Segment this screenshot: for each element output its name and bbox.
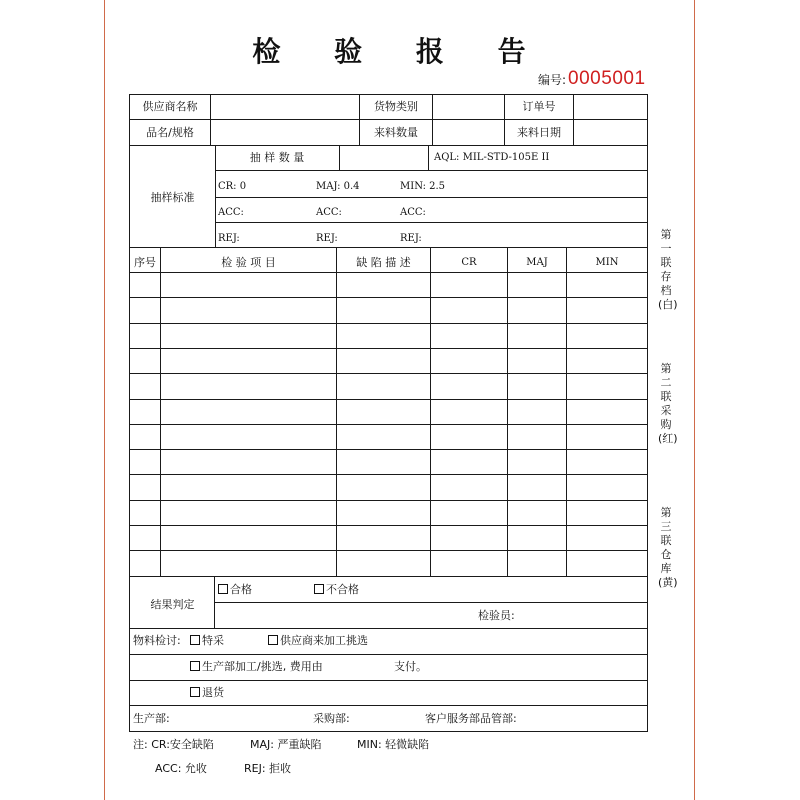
sampling-qty-label: 抽 样 数 量 [249, 151, 305, 164]
row-cell-maj[interactable] [508, 450, 566, 473]
row-cell-no[interactable] [130, 526, 160, 549]
supplier-label: 供应商名称 [142, 100, 198, 113]
item-label: 品名/规格 [146, 126, 194, 139]
supplier-rework-option[interactable] [268, 634, 368, 648]
aql-standard: AQL: MIL-STD-105E II [434, 152, 550, 163]
supplier-rework-checkbox[interactable] [268, 635, 278, 645]
order-label: 订单号 [522, 100, 556, 113]
row-cell-maj[interactable] [508, 400, 566, 423]
production-rework-checkbox[interactable] [190, 661, 200, 671]
grid-line [215, 222, 648, 223]
row-cell-no[interactable] [130, 475, 160, 498]
acc-cr: ACC: [218, 207, 244, 218]
grid-line [428, 145, 429, 171]
row-cell-no[interactable] [130, 450, 160, 473]
return-checkbox[interactable] [190, 687, 200, 697]
min-level: MIN: 2.5 [400, 181, 446, 192]
rej-cr: REJ: [218, 233, 240, 244]
row-cell-min[interactable] [567, 349, 647, 372]
grid-line [129, 731, 648, 732]
row-cell-maj[interactable] [508, 526, 566, 549]
row-cell-item[interactable] [161, 450, 336, 473]
row-cell-defect[interactable] [337, 501, 430, 524]
row-cell-defect[interactable] [337, 374, 430, 397]
cr-level: CR: 0 [218, 181, 247, 192]
row-cell-item[interactable] [161, 298, 336, 321]
note-cr: 注: CR:安全缺陷 [133, 738, 214, 751]
pass-label: 合格 [230, 583, 252, 596]
row-cell-maj[interactable] [508, 298, 566, 321]
row-cell-no[interactable] [130, 425, 160, 448]
copy-label-purchasing: 第二联采购(红) [658, 362, 678, 445]
row-cell-min[interactable] [567, 425, 647, 448]
sampling-qty-field[interactable] [340, 146, 428, 170]
copy-label-archive: 第一联存档(白) [658, 228, 678, 311]
col-header-cr: CR [461, 257, 477, 268]
row-cell-item[interactable] [161, 425, 336, 448]
date-field[interactable] [574, 120, 647, 145]
row-cell-cr[interactable] [431, 349, 507, 372]
return-option[interactable] [190, 686, 224, 700]
rej-min: REJ: [400, 233, 422, 244]
fail-label: 不合格 [326, 583, 359, 596]
row-cell-item[interactable] [161, 374, 336, 397]
qa-signoff-label: 客户服务部品管部: [425, 712, 517, 725]
row-cell-min[interactable] [567, 551, 647, 574]
col-header-item: 检 验 项 目 [221, 256, 276, 269]
row-cell-cr[interactable] [431, 475, 507, 498]
row-cell-cr[interactable] [431, 450, 507, 473]
category-field[interactable] [433, 95, 504, 119]
purchasing-signoff-label: 采购部: [313, 712, 350, 725]
row-cell-defect[interactable] [337, 450, 430, 473]
row-cell-defect[interactable] [337, 298, 430, 321]
row-cell-item[interactable] [161, 526, 336, 549]
col-header-maj: MAJ [526, 257, 548, 268]
row-cell-item[interactable] [161, 551, 336, 574]
row-cell-min[interactable] [567, 374, 647, 397]
row-cell-cr[interactable] [431, 400, 507, 423]
order-field[interactable] [574, 95, 647, 119]
row-cell-cr[interactable] [431, 298, 507, 321]
production-rework-label: 生产部加工/挑选, 费用由 [202, 660, 323, 673]
row-cell-cr[interactable] [431, 501, 507, 524]
grid-line [129, 247, 648, 248]
supplier-rework-label: 供应商来加工挑选 [280, 634, 368, 647]
grid-line [129, 119, 648, 120]
row-cell-min[interactable] [567, 475, 647, 498]
grid-line [214, 602, 648, 603]
grid-line [129, 654, 648, 655]
row-cell-defect[interactable] [337, 425, 430, 448]
material-label: 物料检讨: [133, 634, 181, 647]
row-cell-min[interactable] [567, 501, 647, 524]
row-cell-defect[interactable] [337, 551, 430, 574]
qty-field[interactable] [433, 120, 504, 145]
grid-line [129, 576, 648, 577]
row-cell-no[interactable] [130, 400, 160, 423]
special-accept-checkbox[interactable] [190, 635, 200, 645]
row-cell-min[interactable] [567, 324, 647, 347]
row-cell-no[interactable] [130, 273, 160, 296]
pass-checkbox[interactable] [218, 584, 228, 594]
document-number [538, 68, 646, 90]
row-cell-maj[interactable] [508, 349, 566, 372]
rej-maj: REJ: [316, 233, 338, 244]
col-header-min: MIN [595, 257, 619, 268]
row-cell-min[interactable] [567, 400, 647, 423]
page-title: 检 验 报 告 [252, 35, 548, 68]
row-cell-min[interactable] [567, 526, 647, 549]
grid-line [647, 94, 648, 732]
row-cell-cr[interactable] [431, 324, 507, 347]
production-rework-option[interactable] [190, 660, 323, 674]
note-acc: ACC: 允收 [155, 762, 207, 775]
row-cell-defect[interactable] [337, 324, 430, 347]
row-cell-no[interactable] [130, 501, 160, 524]
grid-line [129, 680, 648, 681]
fail-checkbox[interactable] [314, 584, 324, 594]
supplier-field[interactable] [211, 95, 359, 119]
document-number-label: 编号: [538, 73, 567, 87]
row-cell-maj[interactable] [508, 324, 566, 347]
row-cell-maj[interactable] [508, 425, 566, 448]
row-cell-item[interactable] [161, 349, 336, 372]
row-cell-min[interactable] [567, 273, 647, 296]
row-cell-maj[interactable] [508, 374, 566, 397]
production-rework-tail: 支付。 [394, 660, 427, 673]
inspector-label: 检验员: [478, 609, 515, 622]
row-cell-cr[interactable] [431, 551, 507, 574]
row-cell-min[interactable] [567, 298, 647, 321]
document-number-value: 0005001 [568, 68, 646, 89]
pass-option[interactable] [218, 583, 252, 597]
grid-line [215, 197, 648, 198]
grid-line [129, 705, 648, 706]
special-accept-label: 特采 [202, 634, 224, 647]
grid-line [129, 628, 648, 629]
fail-option[interactable] [314, 583, 359, 597]
row-cell-no[interactable] [130, 324, 160, 347]
col-header-no: 序号 [134, 256, 156, 269]
row-cell-maj[interactable] [508, 551, 566, 574]
grid-line [215, 170, 648, 171]
row-cell-maj[interactable] [508, 475, 566, 498]
note-rej: REJ: 拒收 [244, 762, 292, 775]
inspector-field[interactable] [530, 604, 645, 626]
special-accept-option[interactable] [190, 634, 224, 648]
row-cell-no[interactable] [130, 374, 160, 397]
col-header-defect: 缺 陷 描 述 [356, 256, 411, 269]
maj-level: MAJ: 0.4 [316, 181, 360, 192]
acc-maj: ACC: [316, 207, 342, 218]
acc-min: ACC: [400, 207, 426, 218]
row-cell-defect[interactable] [337, 349, 430, 372]
qty-label: 来料数量 [374, 126, 418, 139]
row-cell-item[interactable] [161, 273, 336, 296]
category-label: 货物类别 [374, 100, 418, 113]
row-cell-no[interactable] [130, 551, 160, 574]
row-cell-maj[interactable] [508, 273, 566, 296]
row-cell-cr[interactable] [431, 526, 507, 549]
row-cell-item[interactable] [161, 324, 336, 347]
production-signoff-label: 生产部: [133, 712, 170, 725]
sampling-label: 抽样标准 [150, 191, 195, 204]
row-cell-no[interactable] [130, 298, 160, 321]
note-maj: MAJ: 严重缺陷 [250, 738, 322, 751]
row-cell-cr[interactable] [431, 374, 507, 397]
item-field[interactable] [211, 120, 359, 145]
row-cell-defect[interactable] [337, 273, 430, 296]
grid-line [129, 94, 648, 95]
row-cell-defect[interactable] [337, 400, 430, 423]
row-cell-maj[interactable] [508, 501, 566, 524]
row-cell-defect[interactable] [337, 526, 430, 549]
row-cell-cr[interactable] [431, 273, 507, 296]
copy-label-warehouse: 第三联仓库(黄) [658, 506, 678, 589]
return-label: 退货 [202, 686, 224, 699]
row-cell-item[interactable] [161, 475, 336, 498]
note-min: MIN: 轻微缺陷 [357, 738, 430, 751]
date-label: 来料日期 [517, 126, 561, 139]
row-cell-cr[interactable] [431, 425, 507, 448]
row-cell-min[interactable] [567, 450, 647, 473]
row-cell-defect[interactable] [337, 475, 430, 498]
row-cell-item[interactable] [161, 400, 336, 423]
row-cell-item[interactable] [161, 501, 336, 524]
row-cell-no[interactable] [130, 349, 160, 372]
result-label: 结果判定 [150, 598, 195, 611]
